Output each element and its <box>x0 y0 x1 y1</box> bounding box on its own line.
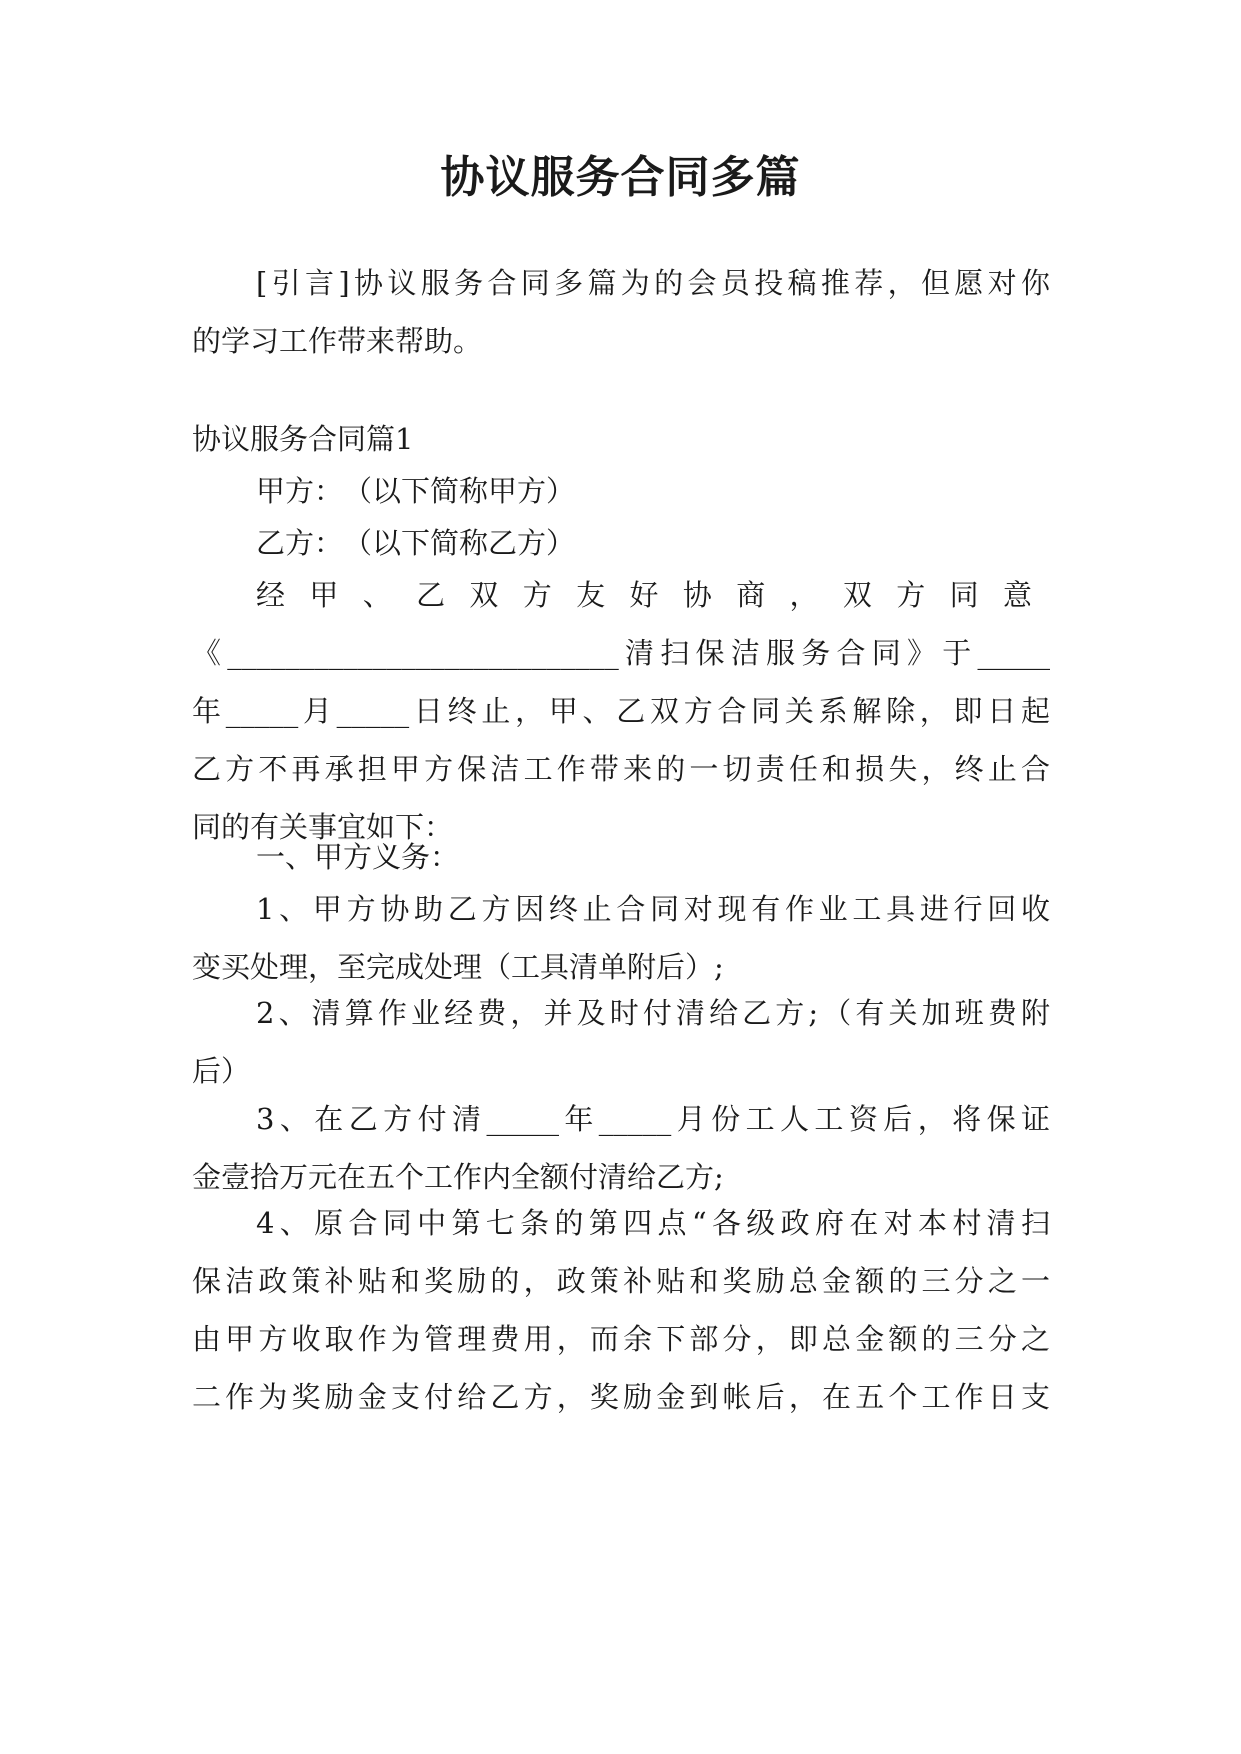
agreement-paragraph <box>192 566 1050 856</box>
item-1-line-2: 变买处理，至完成处理（工具清单附后）; <box>192 950 724 984</box>
obligation-heading <box>192 828 1050 886</box>
item-2-paragraph <box>192 984 1050 1100</box>
obligation-heading-text: 一、甲方义务： <box>256 840 460 874</box>
agreement-line-4: 乙方不再承担甲方保洁工作带来的一切责任和损失，终止合 <box>192 752 1050 786</box>
item-4-line-4: 二作为奖励金支付给乙方，奖励金到帐后，在五个工作日支 <box>192 1380 1050 1414</box>
agreement-line-1: 经甲、乙双方友好协商，双方同意 <box>256 578 1050 612</box>
intro-line-1: [引言]协议服务合同多篇为的会员投稿推荐，但愿对你 <box>256 266 1050 300</box>
intro-paragraph <box>192 254 1050 370</box>
agreement-line-5: 同的有关事宜如下： <box>192 810 454 844</box>
party-b-paragraph <box>192 514 1050 572</box>
item-3-line-1: 3、在乙方付清_____年_____月份工人工资后，将保证 <box>256 1102 1050 1136</box>
item-2-line-2: 后） <box>192 1054 251 1088</box>
item-3-line-2: 金壹拾万元在五个工作内全额付清给乙方; <box>192 1160 724 1194</box>
party-b-text: 乙方： （以下简称乙方） <box>256 526 576 560</box>
item-2-line-1: 2、清算作业经费，并及时付清给乙方;（有关加班费附 <box>256 996 1050 1030</box>
intro-line-2: 的学习工作带来帮助。 <box>192 324 483 358</box>
agreement-line-3: 年_____月_____日终止，甲、乙双方合同关系解除，即日起 <box>192 694 1050 728</box>
item-4-line-3: 由甲方收取作为管理费用，而余下部分，即总金额的三分之 <box>192 1322 1050 1356</box>
party-a-paragraph <box>192 462 1050 520</box>
item-1-line-1: 1、甲方协助乙方因终止合同对现有作业工具进行回收 <box>256 892 1050 926</box>
document-title: 协议服务合同多篇 <box>440 152 801 203</box>
item-4-line-1: 4、原合同中第七条的第四点“各级政府在对本村清扫 <box>256 1206 1050 1240</box>
section-heading-text: 协议服务合同篇1 <box>192 422 414 456</box>
item-4-paragraph <box>192 1194 1050 1426</box>
agreement-line-2: 《___________________________清扫保洁服务合同》于_____ <box>192 636 1050 670</box>
section-heading <box>192 410 1050 468</box>
item-1-paragraph <box>192 880 1050 996</box>
item-3-paragraph <box>192 1090 1050 1206</box>
party-a-text: 甲方： （以下简称甲方） <box>256 474 576 508</box>
item-4-line-2: 保洁政策补贴和奖励的，政策补贴和奖励总金额的三分之一 <box>192 1264 1050 1298</box>
